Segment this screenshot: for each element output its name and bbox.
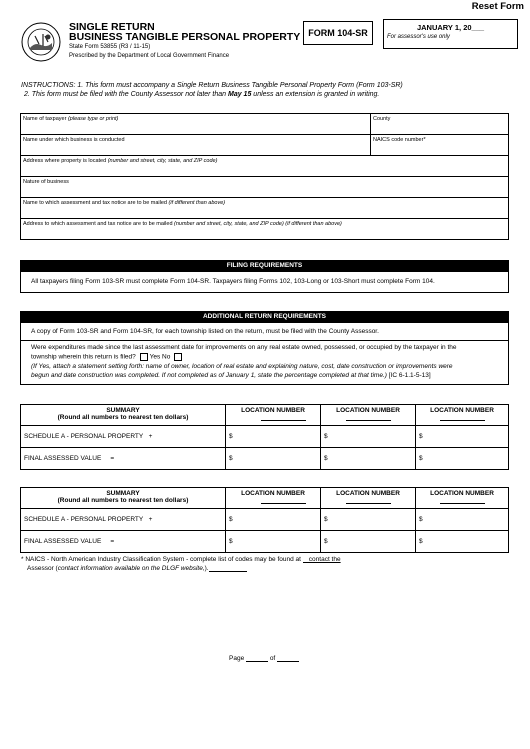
taxpayer-name-label: Name of taxpayer [23,116,67,122]
page-field[interactable] [246,661,268,662]
mail-name-hint: (if different than above) [168,200,226,206]
location-number-header [321,405,416,426]
instruction-2-tail: unless an extension is granted in writing. [251,91,380,98]
property-address-field[interactable] [21,156,509,177]
row-label-text: SCHEDULE A - PERSONAL PROPERTY [24,433,144,440]
expenditure-note-2-text: begun and date construction was completed. If not completed as of January 1, state the percentage completed at that time.) [31,372,387,379]
location-number-label: LOCATION NUMBER [430,490,494,497]
currency-symbol: $ [229,433,233,440]
yes-label: Yes [149,353,161,361]
currency-symbol: $ [229,516,233,523]
row-label-text: FINAL ASSESSED VALUE [24,538,102,545]
instruction-2-deadline: May 15 [228,91,252,98]
amount-field[interactable] [416,531,509,553]
amount-field[interactable] [416,448,509,470]
taxpayer-info-table [20,113,509,240]
row-operator: + [148,516,153,523]
january-date: JANUARY 1, 20___ [416,23,485,32]
filing-requirements-box [20,271,509,293]
row-operator: = [110,455,115,462]
amount-field[interactable] [321,448,416,470]
taxpayer-name-hint: (please type or print) [67,116,119,122]
contact-link[interactable]: contact the [308,556,341,563]
expenditure-question-2-text: township wherein this return is filed? [31,353,136,361]
round-note: (Round all numbers to nearest ten dollars) [57,497,189,504]
table-row [21,426,509,448]
reset-form-button[interactable]: Reset Form [471,1,524,12]
currency-symbol: $ [419,538,423,545]
form-number: FORM 104-SR [308,28,368,38]
form-number-box [303,21,373,45]
location-number-header [226,405,321,426]
form-title-line1: SINGLE RETURN [69,21,155,33]
naics-label: NAICS code number* [373,137,426,143]
assessor-use-label: For assessor's use only [387,34,450,40]
statute-citation: [IC 6-1.1-5-13] [388,372,431,379]
naics-footnote-1 [21,556,341,563]
additional-requirements-box [20,322,509,385]
business-name-field[interactable] [21,135,371,156]
row-label [21,426,226,448]
row-label [21,509,226,531]
footnote-assessor: Assessor ( [27,565,58,572]
table-row [21,448,509,470]
state-form-number: State Form 53855 (R3 / 11-15) [69,44,151,50]
summary-table-2 [20,487,509,553]
state-seal-icon [21,22,61,62]
business-name-label: Name under which business is conducted [23,137,125,143]
location-number-label: LOCATION NUMBER [241,490,305,497]
mail-address-field[interactable] [21,219,509,240]
taxpayer-name-field[interactable] [21,114,371,135]
filing-requirements-text: All taxpayers filing Form 103-SR must complete Form 104-SR. Taxpayers filing Forms 102, 103-Long or 103-Short must complete Form 104. [31,278,435,285]
amount-field[interactable] [321,509,416,531]
additional-copy-text: A copy of Form 103-SR and Form 104-SR, for each township listed on the return, must be filed with the County Assessor. [31,328,379,335]
summary-header [21,405,226,426]
page-label: Page [229,655,245,662]
total-pages-field[interactable] [277,661,299,662]
mail-name-field[interactable] [21,198,509,219]
amount-field[interactable] [416,509,509,531]
row-label [21,531,226,553]
naics-footnote-2 [27,565,247,572]
amount-field[interactable] [226,426,321,448]
summary-label: SUMMARY [106,490,140,497]
row-label [21,448,226,470]
property-address-hint: (number and street, city, state, and ZIP code) [107,158,218,164]
amount-field[interactable] [226,448,321,470]
location-number-label: LOCATION NUMBER [336,490,400,497]
amount-field[interactable] [226,509,321,531]
naics-footnote-text: * NAICS - North American Industry Classification System - complete list of codes may be found at [21,556,301,563]
nature-label: Nature of business [23,179,69,185]
amount-field[interactable] [321,531,416,553]
mail-address-hint: (number and street, city, state, and ZIP code) (if different than above) [174,221,342,227]
row-label-text: FINAL ASSESSED VALUE [24,455,102,462]
row-operator: + [148,433,153,440]
table-row [21,509,509,531]
location-number-header [226,488,321,509]
row-label-text: SCHEDULE A - PERSONAL PROPERTY [24,516,144,523]
instruction-2 [24,91,379,98]
county-field[interactable] [371,114,509,135]
expenditure-question-2 [31,353,184,361]
currency-symbol: $ [419,516,423,523]
amount-field[interactable] [226,531,321,553]
currency-symbol: $ [324,516,328,523]
round-note: (Round all numbers to nearest ten dollars) [57,414,189,421]
location-number-label: LOCATION NUMBER [241,407,305,414]
expenditure-note-1: (If Yes, attach a statement setting forth: name of owner, location of real estate and explaining nature, cost, date construction or improvements were [31,363,453,370]
nature-field[interactable] [21,177,509,198]
yes-checkbox[interactable] [140,353,148,361]
footnote-close: ). [204,565,209,572]
location-number-label: LOCATION NUMBER [430,407,494,414]
mail-address-label: Address to which assessment and tax notice are to be mailed [23,221,173,227]
county-label: County [373,116,391,122]
currency-symbol: $ [324,433,328,440]
additional-requirements-heading: ADDITIONAL RETURN REQUIREMENTS [20,311,509,322]
instruction-1: INSTRUCTIONS: 1. This form must accompany a Single Return Business Tangible Personal Property Form (Form 103-SR) [21,82,403,89]
location-number-header [416,488,509,509]
expenditure-question-1: Were expenditures made since the last assessment date for improvements on any real estate owned, possessed, or occupied by the taxpayer in the [31,344,457,351]
summary-label: SUMMARY [106,407,140,414]
amount-field[interactable] [416,426,509,448]
expenditure-note-2 [31,372,431,379]
location-number-label: LOCATION NUMBER [336,407,400,414]
property-address-label: Address where property is located [23,158,107,164]
no-checkbox[interactable] [174,353,182,361]
amount-field[interactable] [321,426,416,448]
assessor-date-box [383,19,518,49]
page-number [229,655,299,662]
currency-symbol: $ [419,455,423,462]
currency-symbol: $ [324,538,328,545]
summary-table-1 [20,404,509,470]
row-operator: = [110,538,115,545]
no-label: No [162,353,171,361]
table-row [21,531,509,553]
currency-symbol: $ [229,538,233,545]
naics-field[interactable] [371,135,509,156]
mail-name-label: Name to which assessment and tax notice are to be mailed [23,200,167,206]
location-number-header [416,405,509,426]
instruction-2-text: 2. This form must be filed with the County Assessor not later than [24,91,228,98]
dlgf-website-note: contact information available on the DLGF website, [57,565,205,572]
filing-requirements-heading: FILING REQUIREMENTS [20,260,509,271]
summary-header [21,488,226,509]
currency-symbol: $ [229,455,233,462]
currency-symbol: $ [324,455,328,462]
location-number-header [321,488,416,509]
currency-symbol: $ [419,433,423,440]
form-title-line2: BUSINESS TANGIBLE PERSONAL PROPERTY [69,31,301,43]
of-label: of [269,655,276,662]
prescribed-by: Prescribed by the Department of Local Government Finance [69,53,230,59]
